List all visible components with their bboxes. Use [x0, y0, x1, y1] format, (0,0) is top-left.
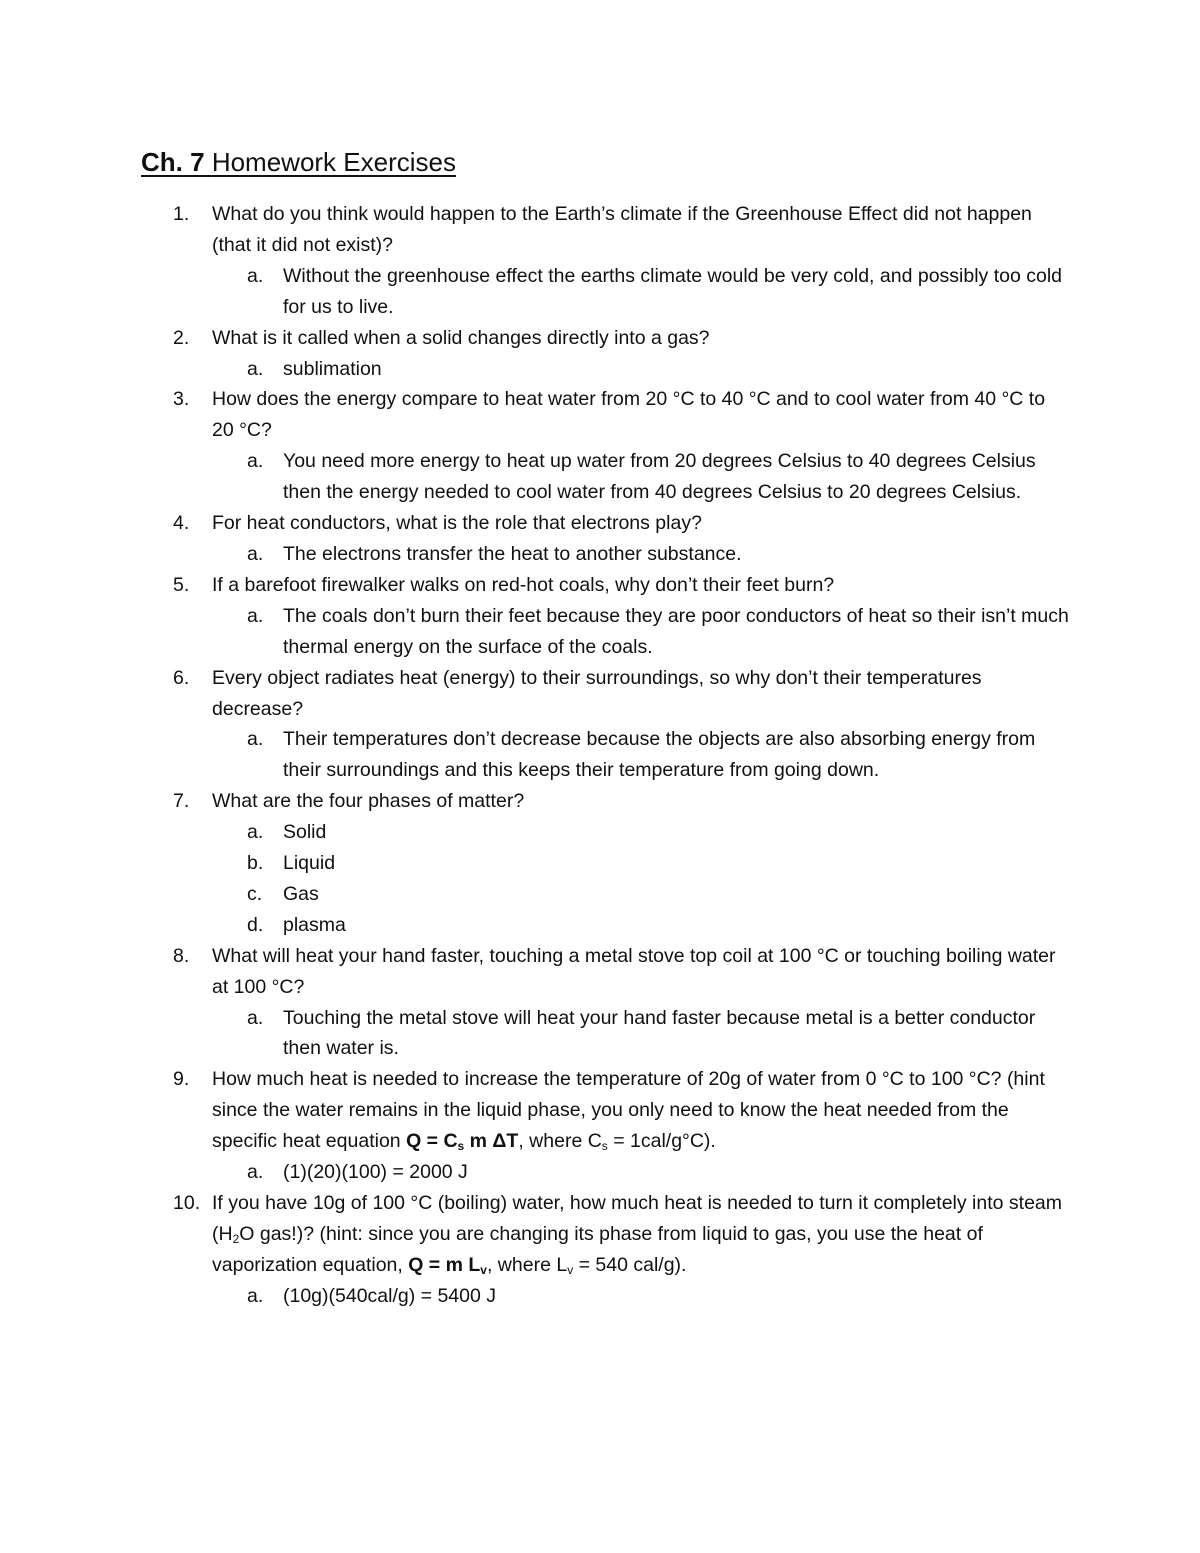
- answer-text: Solid: [283, 821, 327, 844]
- question-text-part: O gas!)? (hint: since you are changing its phase from liquid to gas, you use the heat of vaporization equation,: [212, 1222, 983, 1276]
- title-chapter: Ch. 7: [141, 147, 205, 177]
- answer-marker: a.: [247, 728, 264, 751]
- equation-subscript: v: [480, 1262, 487, 1277]
- answer-text: (10g)(540cal/g) = 5400 J: [283, 1284, 497, 1307]
- vaporization-equation: [408, 1254, 487, 1276]
- answer-2a: [0, 354, 1200, 385]
- title-text: Homework Exercises: [211, 147, 456, 177]
- question-number: 10.: [173, 1192, 201, 1214]
- answer-marker: a.: [247, 450, 264, 473]
- question-10: [0, 1188, 1200, 1281]
- question-number: 6.: [173, 666, 190, 689]
- question-8: [0, 941, 1200, 1003]
- question-number: 8.: [173, 944, 190, 967]
- question-text: What do you think would happen to the Earth’s climate if the Greenhouse Effect did not happen (that it did not exist)?: [212, 203, 1032, 256]
- answer-text: Touching the metal stove will heat your hand faster because metal is a better conductor then water is.: [283, 1006, 1036, 1060]
- answer-marker: d.: [247, 913, 264, 936]
- answer-marker: a.: [247, 357, 264, 380]
- answer-8a: [0, 1003, 1200, 1065]
- subscript: s: [601, 1139, 608, 1154]
- answer-marker: a.: [247, 1006, 264, 1029]
- answer-marker: a.: [247, 1284, 264, 1307]
- answer-text: You need more energy to heat up water from 20 degrees Celsius to 40 degrees Celsius then the energy needed to cool water from 40 degrees Celsius to 20 degrees Celsius.: [283, 450, 1036, 504]
- question-text-part: How much heat is needed to increase the temperature of 20g of water from 0 °C to 100 °C? (hint since the water remains in the liquid phase, you only need to know the heat needed from the specific heat equation: [212, 1068, 1045, 1153]
- answer-7d: [0, 910, 1200, 941]
- equation-part: Q = m L: [408, 1253, 481, 1276]
- answer-4a: [0, 539, 1200, 570]
- question-text: How does the energy compare to heat water from 20 °C to 40 °C and to cool water from 40 °C to 20 °C?: [212, 388, 1046, 442]
- answer-marker: c.: [247, 882, 263, 905]
- question-number: 5.: [173, 573, 190, 596]
- specific-heat-equation: [406, 1130, 518, 1152]
- answer-7b: [0, 848, 1200, 879]
- answer-7a: [0, 817, 1200, 848]
- answer-text: sublimation: [283, 357, 382, 380]
- answer-7c: [0, 879, 1200, 910]
- answer-text: Their temperatures don’t decrease because the objects are also absorbing energy from their surroundings and this keeps their temperature from going down.: [283, 728, 1036, 782]
- answer-text: Without the greenhouse effect the earths climate would be very cold, and possibly too cold for us to live.: [283, 264, 1063, 318]
- answer-marker: a.: [247, 821, 264, 844]
- answer-text: Liquid: [283, 852, 336, 875]
- question-text: [212, 1188, 1070, 1281]
- question-text-part: , where C: [518, 1130, 602, 1153]
- exercise-list: [0, 199, 1200, 1312]
- answer-9a: [0, 1157, 1200, 1188]
- answer-5a: [0, 601, 1200, 663]
- question-text: [212, 1064, 1070, 1157]
- answer-10a: [0, 1281, 1200, 1312]
- equation-part: Q = C: [406, 1130, 458, 1153]
- answer-marker: b.: [247, 852, 264, 875]
- question-3: [0, 384, 1200, 446]
- question-text-part: If you have 10g of 100 °C (boiling) water, how much heat is needed to turn it completely into steam (H: [212, 1192, 1063, 1245]
- equation-part: m ΔT: [464, 1130, 519, 1153]
- question-5: [0, 570, 1200, 601]
- question-number: 1.: [173, 203, 190, 225]
- question-text: If a barefoot firewalker walks on red-hot coals, why don’t their feet burn?: [212, 573, 835, 596]
- question-6: [0, 663, 1200, 725]
- subscript: v: [567, 1262, 574, 1277]
- subscript: 2: [232, 1231, 240, 1246]
- question-text-part: = 1cal/g°C).: [607, 1130, 716, 1153]
- question-text-part: = 540 cal/g).: [573, 1253, 687, 1276]
- answer-text: (1)(20)(100) = 2000 J: [283, 1161, 468, 1184]
- answer-6a: [0, 724, 1200, 786]
- question-number: 4.: [173, 512, 190, 535]
- question-text: What will heat your hand faster, touching a metal stove top coil at 100 °C or touching boiling water at 100 °C?: [212, 944, 1056, 998]
- answer-1a: [0, 261, 1200, 323]
- answer-text: plasma: [283, 913, 346, 936]
- answer-text: The electrons transfer the heat to another substance.: [283, 542, 742, 565]
- question-number: 7.: [173, 790, 190, 813]
- answer-text: The coals don’t burn their feet because they are poor conductors of heat so their isn’t much thermal energy on the surface of the coals.: [283, 604, 1069, 658]
- question-number: 9.: [173, 1068, 190, 1091]
- question-text: Every object radiates heat (energy) to their surroundings, so why don’t their temperatures decrease?: [212, 666, 982, 720]
- answer-marker: a.: [247, 1161, 264, 1184]
- question-number: 3.: [173, 388, 190, 411]
- question-7: [0, 786, 1200, 817]
- answer-marker: a.: [247, 542, 264, 565]
- equation-subscript: s: [457, 1139, 465, 1154]
- answer-marker: a.: [247, 604, 264, 627]
- question-9: [0, 1064, 1200, 1157]
- question-4: [0, 508, 1200, 539]
- question-text: What is it called when a solid changes directly into a gas?: [212, 326, 710, 349]
- question-text: What are the four phases of matter?: [212, 790, 525, 813]
- page-title: [141, 144, 456, 180]
- question-2: [0, 323, 1200, 354]
- question-text: For heat conductors, what is the role that electrons play?: [212, 512, 702, 535]
- question-text-part: , where L: [486, 1253, 568, 1276]
- answer-marker: a.: [247, 264, 264, 287]
- answer-3a: [0, 446, 1200, 508]
- question-1: [0, 199, 1200, 261]
- question-number: 2.: [173, 326, 190, 349]
- answer-text: Gas: [283, 882, 319, 905]
